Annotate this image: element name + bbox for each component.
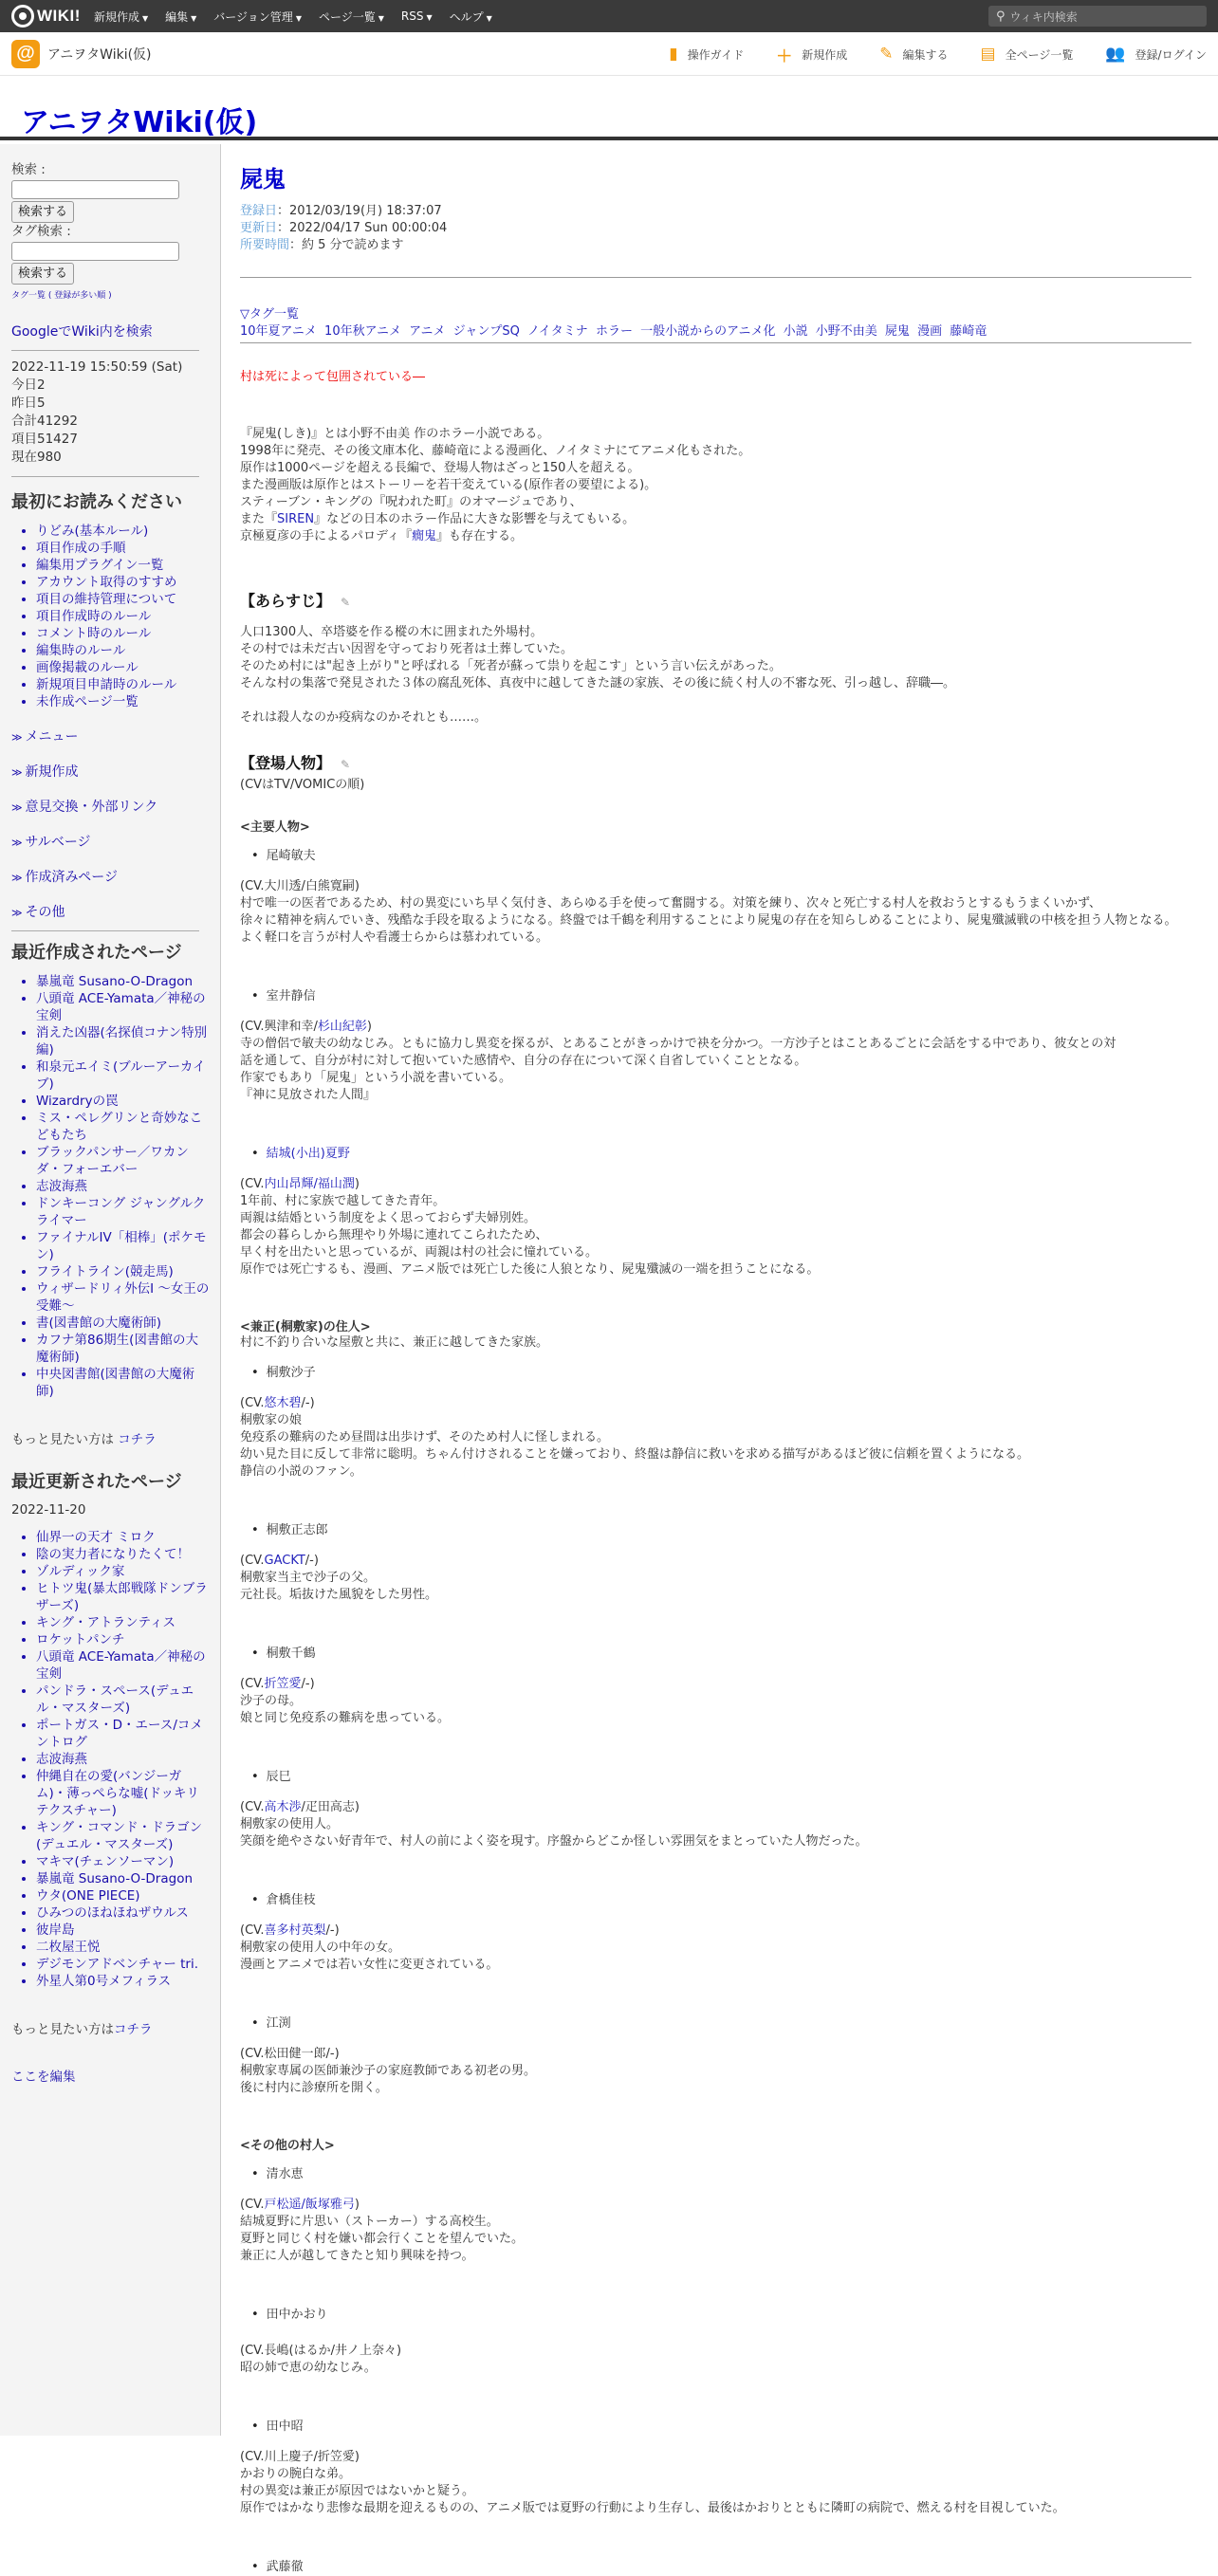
tag-link[interactable]: 漫画 bbox=[917, 324, 943, 339]
list-item[interactable]: • 八頭竜 ACE-Yamata／神秘の宝剣 bbox=[36, 990, 211, 1024]
divider bbox=[240, 277, 1191, 278]
list-item[interactable]: • ファイナルIV「相棒」(ポケモン) bbox=[36, 1229, 211, 1263]
wiki-search-input[interactable]: ⚲ ウィキ内検索 bbox=[988, 6, 1207, 27]
list-item[interactable]: • 編集時のルール bbox=[36, 642, 211, 659]
list-item[interactable]: • ヒトツ鬼(暴太郎戦隊ドンブラザーズ) bbox=[36, 1580, 211, 1614]
character-desc: (CV.高木渉/疋田高志) 桐敷家の使用人。 笑顔を絶やさない好青年で、村人の前によく姿を現す。序盤からどこか怪しい雰囲気をまとっていた人物だった。 bbox=[240, 1800, 868, 1849]
site-logo-icon: @ bbox=[11, 40, 40, 68]
menu-new[interactable]: 新規作成 ▼ bbox=[93, 9, 149, 24]
list-item[interactable]: • 陰の実力者になりたくて！ bbox=[36, 1546, 211, 1563]
stat-today: 今日2 bbox=[11, 377, 46, 393]
character-name: • 辰巳 bbox=[240, 1769, 1191, 1786]
tag-link[interactable]: 10年秋アニメ bbox=[324, 324, 401, 339]
edit-page-button[interactable]: ✎ 編集する bbox=[879, 45, 949, 64]
character-name: • 桐敷正志郎 bbox=[240, 1522, 1191, 1539]
tag-box bbox=[240, 301, 1191, 340]
menu-edit[interactable]: 編集 ▼ bbox=[165, 9, 197, 24]
siren-link[interactable]: SIREN bbox=[277, 512, 315, 526]
sidebar-created[interactable]: ≫ 作成済みページ bbox=[11, 870, 118, 885]
list-item[interactable]: • ブラックパンサー／ワカンダ・フォーエバー bbox=[36, 1144, 211, 1178]
list-item[interactable]: • 暴嵐竜 Susano-O-Dragon bbox=[36, 1870, 211, 1887]
site-header bbox=[0, 76, 1218, 140]
list-item[interactable]: • 彼岸島 bbox=[36, 1922, 211, 1939]
stat-total: 合計41292 bbox=[11, 414, 78, 429]
edit-here-link[interactable]: ここを編集 bbox=[11, 2070, 76, 2085]
double-chevron-icon: ≫ bbox=[11, 801, 23, 814]
page-meta: 登録日：2012/03/19(月) 18:37:07 更新日：2022/04/17 Sun 00:00:04 所要時間：約 5 分で読めます bbox=[240, 204, 448, 252]
list-item[interactable]: • コメント時のルール bbox=[36, 625, 211, 642]
list-item[interactable]: • キング・アトランティス bbox=[36, 1614, 211, 1631]
list-item[interactable]: • 志波海燕 bbox=[36, 1178, 211, 1195]
group-heading: <兼正(桐敷家)の住人> bbox=[240, 1320, 371, 1334]
tag-link[interactable]: 小野不由美 bbox=[815, 324, 877, 339]
sidebar bbox=[0, 144, 221, 2436]
guide-button[interactable]: ▮ 操作ガイド bbox=[669, 45, 745, 64]
double-chevron-icon: ≫ bbox=[11, 907, 23, 919]
character-name: • 桐敷沙子 bbox=[240, 1365, 1191, 1382]
list-item[interactable]: • ひみつのほねほねザウルス bbox=[36, 1904, 211, 1922]
divider bbox=[11, 930, 199, 931]
group-heading: <その他の村人> bbox=[240, 2139, 335, 2153]
list-item[interactable]: • マキマ(チェンソーマン) bbox=[36, 1853, 211, 1870]
character-desc: (CV.大川透/白熊寛嗣) 村で唯一の医者であるため、村の異変にいち早く気付き、あらゆる手を使って奮闘する。対策を練り、次々と死亡する村人を救おうとするもうまくいかず、 徐々に精神を病んでいき、残酷な手段を取るようになる。終盤では千鶴を利用することにより屍鬼の存在を知らしめることにより、屍鬼殲滅戦の中核を担う人物となる。 よく軽口を言うが村人や看護士らからは慕われている。 bbox=[240, 879, 1177, 945]
menu-rss[interactable]: RSS ▼ bbox=[400, 9, 433, 23]
list-item[interactable]: • 仲縄自在の愛(バンジーガム)・薄っぺらな嘘(ドッキリテクスチャー) bbox=[36, 1768, 211, 1819]
more-updated-link[interactable]: コチラ bbox=[114, 2022, 153, 2037]
tag-list bbox=[240, 323, 1191, 340]
list-item[interactable]: • ドンキーコング ジャングルクライマー bbox=[36, 1195, 211, 1229]
tag-link[interactable]: 小説 bbox=[783, 324, 808, 339]
character-desc: (CV.戸松遥/飯塚雅弓) 結城夏野に片思い（ストーカー）する高校生。 夏野と同じく村を嫌い都会行くことを望んでいた。 兼正に人が越してきたと知り興味を持つ。 bbox=[240, 2198, 525, 2263]
sidebar-opinion[interactable]: ≫ 意見交換・外部リンク bbox=[11, 800, 158, 815]
first-read-list bbox=[11, 523, 220, 710]
tags-toggle[interactable]: ▽タグ一覧 bbox=[240, 307, 299, 322]
character-desc: (CV.興津和幸/杉山紀彰) 寺の僧侶で敏夫の幼なじみ。ともに協力し異変を探るが、とあることがきっかけで袂を分かつ。一方沙子とはことあるごとに会話をする中であり、彼女との対 話を通して、自分が村に対して抱いていた感情や、自分の存在について深く自省していくこととなる。 作家でもあり「屍鬼」という小説を書いている。 『神に見放された人間』 bbox=[240, 1020, 1116, 1102]
list-item[interactable]: • 消えた凶器(名探偵コナン特別編) bbox=[36, 1024, 211, 1058]
tag-search-button[interactable]: 検索する bbox=[11, 263, 74, 285]
menu-help[interactable]: ヘルプ ▼ bbox=[449, 9, 492, 24]
page-title: 屍鬼 bbox=[240, 166, 286, 193]
list-item[interactable]: • 中央図書館(図書館の大魔術師) bbox=[36, 1366, 211, 1400]
tag-link[interactable]: 藤崎竜 bbox=[950, 324, 987, 339]
cv-link[interactable]: 悠木碧 bbox=[264, 1396, 302, 1410]
list-item[interactable]: • ゾルディック家 bbox=[36, 1563, 211, 1580]
character-name: • 江渕 bbox=[240, 2015, 1191, 2033]
character-name: • 室井静信 bbox=[240, 988, 1191, 1005]
list-item[interactable]: • アカウント取得のすすめ bbox=[36, 574, 211, 591]
tag-search-label: タグ検索 : bbox=[11, 224, 71, 239]
divider bbox=[11, 476, 199, 477]
cv-link[interactable]: 戸松遥/飯塚雅弓 bbox=[264, 2198, 355, 2212]
list-item[interactable]: • ウタ(ONE PIECE) bbox=[36, 1887, 211, 1904]
character-desc: (CV.喜多村英梨/-) 桐敷家の使用人の中年の女。 漫画とアニメでは若い女性に変更されている。 bbox=[240, 1923, 499, 1972]
sidebar-menu[interactable]: ≫ メニュー bbox=[11, 729, 79, 745]
site-bar bbox=[0, 32, 1218, 76]
tagline: 村は死によって包囲されている― bbox=[240, 370, 426, 384]
more-created: もっと見たい方は コチラ bbox=[11, 1432, 157, 1447]
recent-updated-date: 2022-11-20 bbox=[11, 1502, 86, 1518]
character-desc: (CV.川上慶子/折笠愛) かおりの腕白な弟。 村の異変は兼正が原因ではないかと疑う。 原作ではかなり悲惨な最期を迎えるものの、アニメ版では夏野の行動により生存し、最後はかおりとともに隣町の病院で、燃える村を目視していた。 bbox=[240, 2450, 1065, 2515]
list-item[interactable]: • 編集用プラグイン一覧 bbox=[36, 557, 211, 574]
all-pages-button[interactable]: ▤ 全ページ一覧 bbox=[980, 45, 1074, 64]
site-title[interactable]: アニヲタWiki(仮) bbox=[21, 106, 258, 139]
atwiki-logo[interactable]: WIKI! bbox=[11, 5, 81, 28]
character-desc: (CV.GACKT/-) 桐敷家当主で沙子の父。 元社長。垢抜けた風貌をした男性。 bbox=[240, 1554, 438, 1602]
list-item[interactable]: • Wizardryの罠 bbox=[36, 1093, 211, 1110]
book-icon: ▮ bbox=[669, 45, 678, 64]
list-item[interactable]: • フライトライン(競走馬) bbox=[36, 1263, 211, 1280]
list-item[interactable]: • ミス・ペレグリンと奇妙なこどもたち bbox=[36, 1110, 211, 1144]
list-item[interactable]: • 志波海燕 bbox=[36, 1751, 211, 1768]
cv-link[interactable]: 内山昂輝/福山潤 bbox=[264, 1177, 355, 1191]
sidebar-other[interactable]: ≫ その他 bbox=[11, 905, 65, 920]
character-name: • 桐敷千鶴 bbox=[240, 1646, 1191, 1663]
search-icon: ⚲ bbox=[996, 9, 1006, 24]
character-name bbox=[240, 1146, 1191, 1163]
stat-datetime: 2022-11-19 15:50:59 (Sat) bbox=[11, 359, 183, 375]
new-page-button[interactable]: ＋ 新規作成 bbox=[776, 43, 847, 66]
tag-link[interactable]: 10年夏アニメ bbox=[240, 324, 317, 339]
cv-link[interactable]: GACKT bbox=[264, 1554, 305, 1568]
sidebar-new[interactable]: ≫ 新規作成 bbox=[11, 764, 79, 780]
cv-link[interactable]: 喜多村英梨 bbox=[264, 1923, 326, 1938]
list-item[interactable]: • 画像掲載のルール bbox=[36, 659, 211, 676]
plus-icon: ＋ bbox=[776, 46, 793, 66]
more-created-link[interactable]: コチラ bbox=[118, 1432, 157, 1447]
edit-section-icon[interactable]: ✎ bbox=[341, 758, 351, 771]
list-item[interactable]: • 項目作成の手順 bbox=[36, 540, 211, 557]
double-chevron-icon: ≫ bbox=[11, 837, 23, 849]
section-characters-heading: 【登場人物】 ✎ bbox=[240, 754, 351, 772]
list-item[interactable]: • 八頭竜 ACE-Yamata／神秘の宝剣 bbox=[36, 1648, 211, 1683]
sidebar-salvage[interactable]: ≫ サルベージ bbox=[11, 835, 91, 850]
login-button[interactable]: 👥 登録/ログイン bbox=[1105, 45, 1207, 64]
character-link[interactable]: 結城(小出)夏野 bbox=[266, 1147, 350, 1161]
character-name: • 清水恵 bbox=[240, 2166, 1191, 2183]
character-name: • 倉橋佳枝 bbox=[240, 1892, 1191, 1909]
list-item[interactable]: • 暴嵐竜 Susano-O-Dragon bbox=[36, 973, 211, 990]
stat-online: 現在980 bbox=[11, 450, 62, 465]
menu-pages[interactable]: ページ一覧 ▼ bbox=[318, 9, 384, 24]
list-item[interactable]: • キング・コマンド・ドラゴン(デュエル・マスターズ) bbox=[36, 1819, 211, 1853]
tag-link[interactable]: ノイタミナ bbox=[526, 324, 588, 339]
tag-link[interactable]: 一般小説からのアニメ化 bbox=[640, 324, 776, 339]
character-desc: (CV.内山昂輝/福山潤) 1年前、村に家族で越してきた青年。 両親は結婚という制度をよく思っておらず夫婦別姓。 都会の暮らしから無理やり外場に連れてこられたため、 早く村を出たいと思っているが、両親は村の社会に憧れている。 原作では死亡するも、漫画、アニメ版では死亡した後に人狼となり、屍鬼殲滅の一端を担うことになる。 bbox=[240, 1177, 820, 1277]
list-item[interactable]: • りどみ(基本ルール) bbox=[36, 523, 211, 540]
recent-created-heading: 最近作成されたページ bbox=[11, 943, 182, 963]
search-label: 検索 : bbox=[11, 162, 46, 177]
list-item[interactable]: • パンドラ・スペース(デュエル・マスターズ) bbox=[36, 1683, 211, 1717]
list-item[interactable]: • 未作成ページ一覧 bbox=[36, 693, 211, 710]
parody-link[interactable]: 癇鬼 bbox=[411, 529, 436, 543]
tag-link[interactable]: ホラー bbox=[595, 324, 633, 339]
list-item[interactable]: • 仙界一の天才 ミロク bbox=[36, 1529, 211, 1546]
cv-note: (CVはTV/VOMICの順) bbox=[240, 778, 365, 792]
tag-link[interactable]: 屍鬼 bbox=[884, 324, 910, 339]
cv-link[interactable]: 高木渉 bbox=[264, 1800, 302, 1814]
divider bbox=[240, 342, 1191, 343]
character-name: • 尾崎敏夫 bbox=[240, 848, 1191, 865]
group-desc: 村に不釣り合いな屋敷と共に、兼正に越してきた家族。 bbox=[240, 1335, 549, 1350]
divider bbox=[11, 350, 199, 351]
recent-updated-list bbox=[11, 1529, 220, 1990]
character-desc: (CV.長嶋(はるか/井ノ上奈々) 昭の姉で恵の幼なじみ。 bbox=[240, 2344, 402, 2375]
pencil-icon: ✎ bbox=[879, 45, 894, 64]
cv-link[interactable]: 杉山紀彰 bbox=[317, 1020, 367, 1034]
tag-search-input[interactable] bbox=[11, 242, 179, 261]
cv-link[interactable]: 折笠愛 bbox=[264, 1677, 302, 1691]
tag-list-link[interactable]: タグ一覧 ( 登録が多い順 ) bbox=[11, 291, 112, 301]
list-item[interactable]: • 項目の維持管理について bbox=[36, 591, 211, 608]
list-item[interactable]: • 和泉元エイミ(ブルーアーカイブ) bbox=[36, 1058, 211, 1093]
first-read-heading: 最初にお読みください bbox=[11, 492, 182, 512]
sidebar-search-input[interactable] bbox=[11, 180, 179, 199]
list-item[interactable]: • 項目作成時のルール bbox=[36, 608, 211, 625]
double-chevron-icon: ≫ bbox=[11, 872, 23, 884]
tag-link[interactable]: ジャンプSQ bbox=[452, 324, 520, 339]
list-item[interactable]: • ウィザードリィ外伝I ～女王の受難～ bbox=[36, 1280, 211, 1315]
top-bar bbox=[0, 0, 1218, 32]
section-plot-heading: 【あらすじ】 ✎ bbox=[240, 592, 351, 610]
list-item[interactable]: • デジモンアドベンチャー tri. bbox=[36, 1956, 211, 1973]
character-desc: (CV.折笠愛/-) 沙子の母。 娘と同じ免疫系の難病を患っている。 bbox=[240, 1677, 451, 1725]
group-heading: <主要人物> bbox=[240, 820, 310, 835]
at-icon bbox=[11, 5, 34, 28]
list-item[interactable]: • カフナ第86期生(図書館の大魔術師) bbox=[36, 1332, 211, 1366]
list-item[interactable]: • ロケットパンチ bbox=[36, 1631, 211, 1648]
sidebar-search-button[interactable]: 検索する bbox=[11, 201, 74, 223]
list-item[interactable]: • 外星人第0号メフィラス bbox=[36, 1973, 211, 1990]
list-item[interactable]: • 二枚屋王悦 bbox=[36, 1939, 211, 1956]
character-desc: (CV.悠木碧/-) 桐敷家の娘 免疫系の難病のため昼間は出歩けず、そのため村人に怪しまれる。 幼い見た目に反して非常に聡明。ちゃん付けされることを嫌っており、終盤は静信に救いを求める描写があるほど彼に信頼を置くようになる。 静信の小説のファン。 bbox=[240, 1396, 1030, 1479]
list-item[interactable]: • 書(図書館の大魔術師) bbox=[36, 1315, 211, 1332]
main-content bbox=[240, 144, 1191, 2576]
stat-items: 項目51427 bbox=[11, 432, 78, 447]
tag-link[interactable]: アニメ bbox=[409, 324, 446, 339]
double-chevron-icon: ≫ bbox=[11, 731, 23, 744]
list-item[interactable]: • ポートガス・D・エース/コメントログ bbox=[36, 1717, 211, 1751]
intro-paragraph: 『屍鬼(しき)』とは小野不由美 作のホラー小説である。 1998年に発売、その後文庫本化、藤崎竜による漫画化、ノイタミナにてアニメ化もされた。 原作は1000ページを超える長編で、登場人物はざっと150人を超える。 また漫画版は原作とはストーリーを若干変えている(原作者の要望による)。 スティーブン・キングの『呪われた町』のオマージュであり、 また『SIREN』などの日本のホラー作品に大きな影響を与えてもいる。 京極夏彦の手によるパロディ『癇鬼』も存在する。 bbox=[240, 427, 751, 543]
google-search-link[interactable]: GoogleでWiki内を検索 bbox=[11, 324, 153, 340]
users-icon: 👥 bbox=[1105, 45, 1126, 64]
character-name: • 田中かおり bbox=[240, 2307, 1191, 2324]
recent-created-list bbox=[11, 973, 220, 1400]
character-desc: (CV.松田健一郎/-) 桐敷家専属の医師兼沙子の家庭教師である初老の男。 後に村内に診療所を開く。 bbox=[240, 2047, 537, 2095]
stat-yesterday: 昨日5 bbox=[11, 396, 46, 411]
recent-updated-heading: 最近更新されたページ bbox=[11, 1472, 182, 1492]
character-name: • 武藤徹 bbox=[240, 2559, 1191, 2576]
list-item[interactable]: • 新規項目申請時のルール bbox=[36, 676, 211, 693]
menu-version[interactable]: バージョン管理 ▼ bbox=[213, 9, 302, 24]
plot-paragraph: 人口1300人、卒塔婆を作る樅の木に囲まれた外場村。 その村では未だ古い因習を守っており死者は土葬していた。 そのため村には"起き上がり"と呼ばれる「死者が蘇って祟りを起こす」という言い伝えがあった。 そんな村の集落で発見された３体の腐乱死体、真夜中に越してきた謎の家族、その後に続く村人の不審な死、引っ越し、辞職―。 それは殺人なのか疫病なのかそれとも……。 bbox=[240, 625, 956, 725]
edit-section-icon[interactable]: ✎ bbox=[341, 596, 351, 609]
site-logo[interactable]: @ アニヲタWiki(仮) bbox=[11, 40, 152, 68]
more-updated: もっと見たい方はコチラ bbox=[11, 2022, 153, 2037]
double-chevron-icon: ≫ bbox=[11, 766, 23, 779]
document-icon: ▤ bbox=[980, 45, 996, 64]
character-name: • 田中昭 bbox=[240, 2419, 1191, 2436]
